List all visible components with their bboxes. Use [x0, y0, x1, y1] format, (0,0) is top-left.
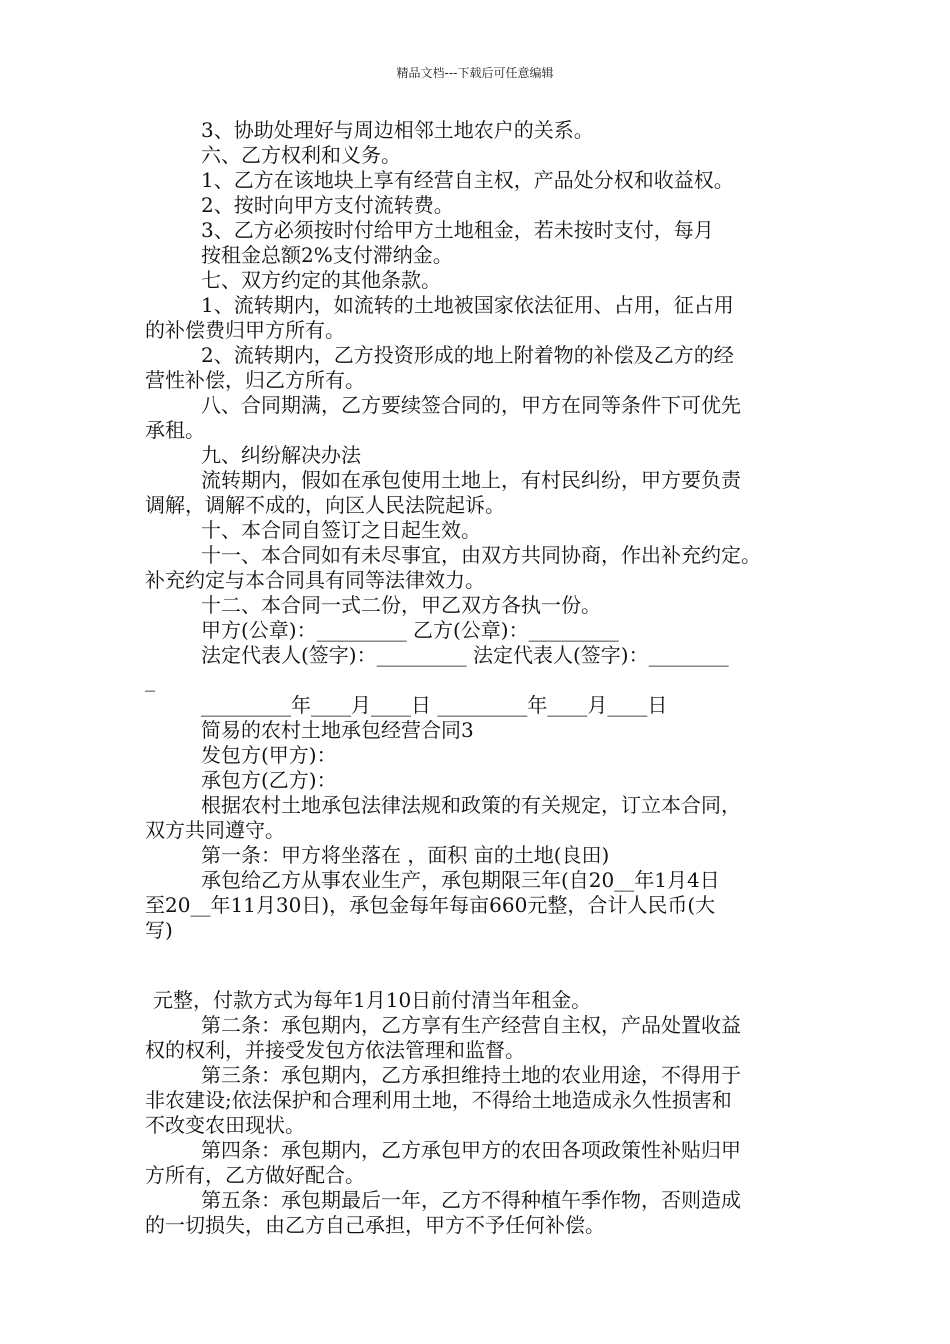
text-line: 承租。: [145, 418, 205, 442]
text-line: 1、乙方在该地块上享有经营自主权，产品处分权和收益权。: [201, 168, 734, 192]
contract-title: 简易的农村土地承包经营合同3: [201, 718, 474, 742]
text-line: 权的权利，并接受发包方依法管理和监督。: [145, 1038, 525, 1062]
text-line: 营性补偿，归乙方所有。: [145, 368, 365, 392]
section-heading: 十、本合同自签订之日起生效。: [201, 518, 481, 542]
text-line: _: [145, 668, 155, 692]
text-line: 方所有，乙方做好配合。: [145, 1163, 365, 1187]
section-heading: 十一、本合同如有未尽事宜，由双方共同协商，作出补充约定。: [201, 543, 761, 567]
section-heading: 六、乙方权利和义务。: [201, 143, 401, 167]
text-line: 的一切损失，由乙方自己承担，甲方不予任何补偿。: [145, 1213, 605, 1237]
clause-line: 第一条：甲方将坐落在 ，面积 亩的土地(良田): [201, 843, 610, 867]
clause-line: 第二条：承包期内，乙方享有生产经营自主权，产品处置收益: [201, 1013, 741, 1037]
text-line: 补充约定与本合同具有同等法律效力。: [145, 568, 485, 592]
clause-line: 第四条：承包期内，乙方承包甲方的农田各项政策性补贴归甲: [201, 1138, 741, 1162]
text-line: 非农建设;依法保护和合理利用土地，不得给土地造成永久性损害和: [145, 1088, 732, 1112]
party-line: 发包方(甲方)：: [201, 743, 337, 767]
text-line: 根据农村土地承包法律法规和政策的有关规定，订立本合同，: [201, 793, 741, 817]
document-body: [145, 118, 835, 1238]
text-line: 调解，调解不成的，向区人民法院起诉。: [145, 493, 505, 517]
text-line: 的补偿费归甲方所有。: [145, 318, 345, 342]
party-line: 承包方(乙方)：: [201, 768, 337, 792]
text-line: 3、乙方必须按时付给甲方土地租金，若未按时支付，每月: [201, 218, 714, 242]
text-line: 1、流转期内，如流转的土地被国家依法征用、占用，征占用: [201, 293, 734, 317]
text-line: 双方共同遵守。: [145, 818, 285, 842]
text-line: 不改变农田现状。: [145, 1113, 305, 1137]
text-line: 承包给乙方从事农业生产，承包期限三年(自20__年1月4日: [201, 868, 720, 892]
clause-line: 第三条：承包期内，乙方承担维持土地的农业用途，不得用于: [201, 1063, 741, 1087]
section-heading: 八、合同期满，乙方要续签合同的，甲方在同等条件下可优先: [201, 393, 741, 417]
text-line: 元整，付款方式为每年1月10日前付清当年租金。: [153, 988, 592, 1012]
section-heading: 七、双方约定的其他条款。: [201, 268, 441, 292]
signature-line: 法定代表人(签字)：_________ 法定代表人(签字)：________: [201, 643, 729, 667]
section-heading: 十二、本合同一式二份，甲乙双方各执一份。: [201, 593, 601, 617]
section-heading: 九、纠纷解决办法: [201, 443, 361, 467]
date-line: _________年____月____日 _________年____月____日: [201, 693, 668, 717]
blank-gap: [145, 943, 835, 988]
text-line: 按租金总额2%支付滞纳金。: [201, 243, 453, 267]
text-line: 2、按时向甲方支付流转费。: [201, 193, 454, 217]
signature-line: 甲方(公章)：_________ 乙方(公章)：_________: [201, 618, 619, 642]
text-line: 3、协助处理好与周边相邻土地农户的关系。: [201, 118, 594, 142]
text-line: 写): [145, 918, 173, 942]
page-header: 精品文档---下载后可任意编辑: [396, 66, 554, 80]
clause-line: 第五条：承包期最后一年，乙方不得种植午季作物，否则造成: [201, 1188, 741, 1212]
text-line: 流转期内，假如在承包使用土地上，有村民纠纷，甲方要负责: [201, 468, 741, 492]
text-line: 至20__年11月30日)，承包金每年每亩660元整，合计人民币(大: [145, 893, 716, 917]
text-line: 2、流转期内，乙方投资形成的地上附着物的补偿及乙方的经: [201, 343, 734, 367]
